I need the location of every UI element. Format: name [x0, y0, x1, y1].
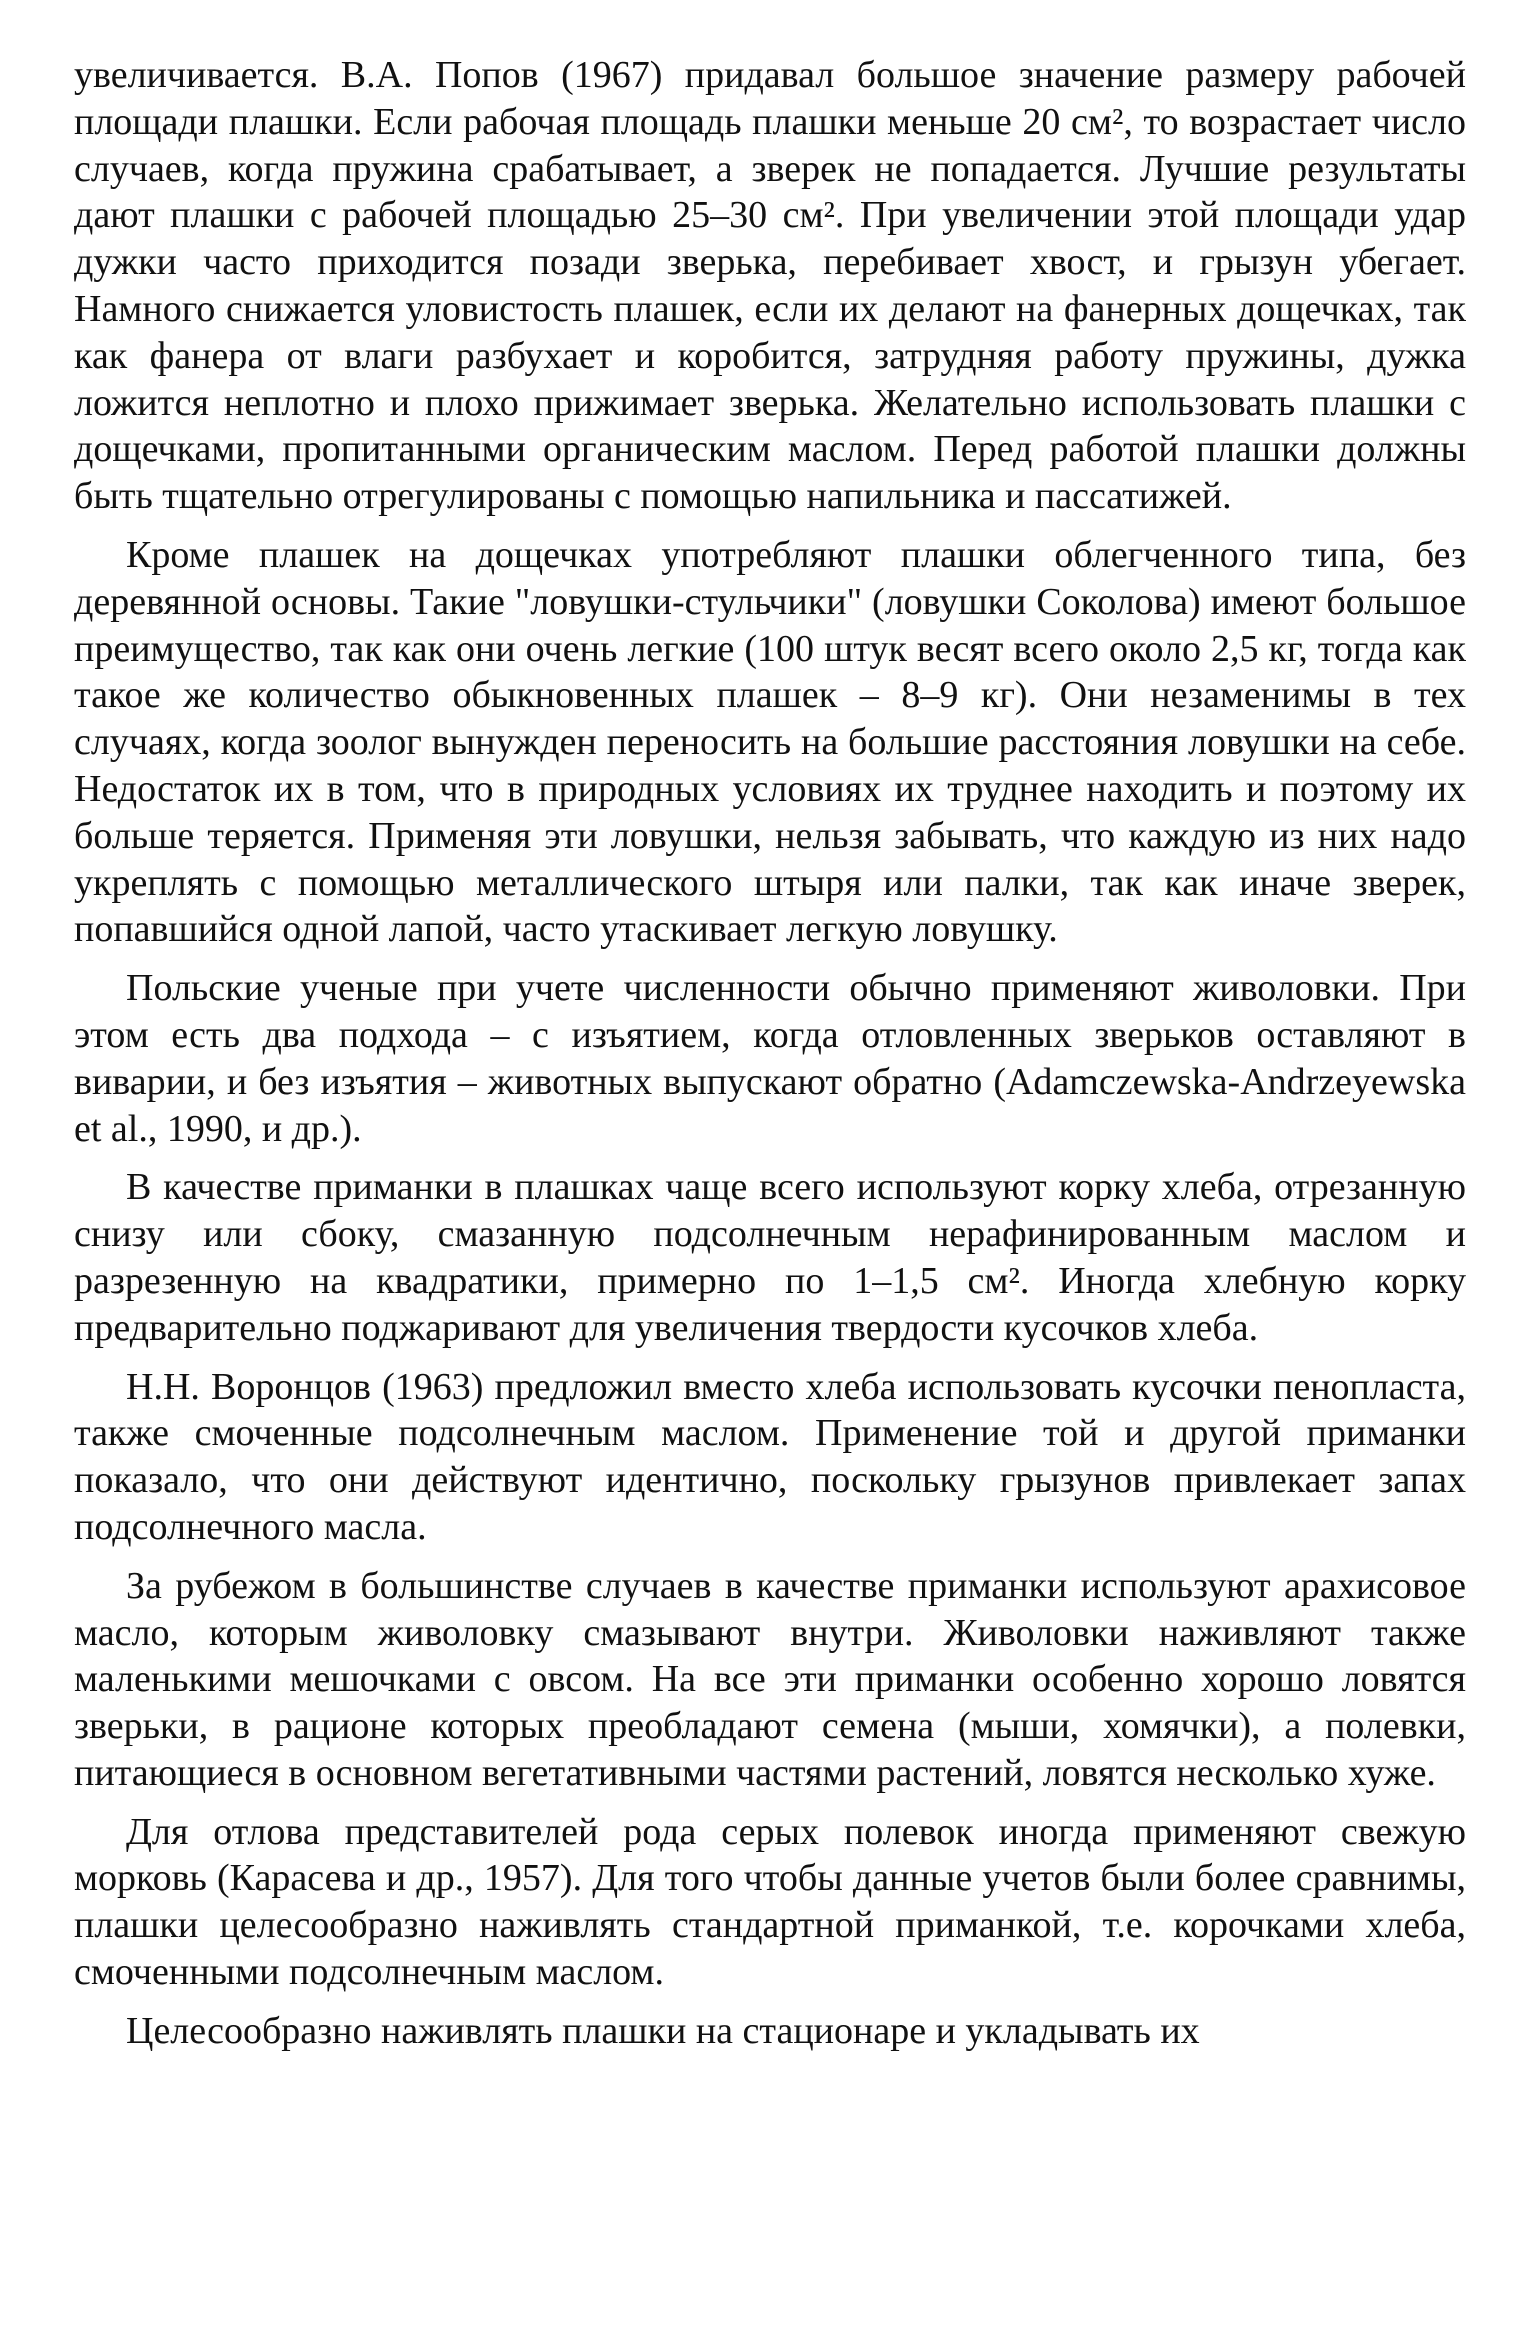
- paragraph-4: В качестве приманки в плашках чаще всего используют корку хлеба, отрезанную снизу или сбоку, смазанную подсолнечным нерафинированным маслом и разрезенную на квадратики, примерно по 1–1,5 см². Иногда хлебную корку предварительно поджаривают для увеличения твердости кусочков хлеба.: [74, 1166, 1466, 1349]
- page-body: [74, 52, 1466, 2055]
- paragraph-5: Н.Н. Воронцов (1963) предложил вместо хлеба использовать кусочки пенопласта, также смоченные подсолнечным маслом. Применение той и другой приманки показало, что они действуют идентично, поскольку грызунов привлекает запах подсолнечного масла.: [74, 1365, 1466, 1548]
- paragraph-7: Для отлова представителей рода серых полевок иногда применяют свежую морковь (Карасева и др., 1957). Для того чтобы данные учетов были более сравнимы, плашки целесообразно наживлять стандартной приманкой, т.е. корочками хлеба, смоченными подсолнечным маслом.: [74, 1810, 1466, 1994]
- paragraph-3: Польские ученые при учете численности обычно применяют живоловки. При этом есть два подхода – с изъятием, когда отловленных зверьков оставляют в виварии, и без изъятия – животных выпускают обратно (Adamczewska-Andrzeyewska et al., 1990, и др.).: [74, 967, 1466, 1150]
- paragraph-2: Кроме плашек на дощечках употребляют плашки облегченного типа, без деревянной основы. Такие "ловушки-стульчики" (ловушки Соколова) имеют большое преимущество, так как они очень легкие (100 штук весят всего около 2,5 кг, тогда как такое же количество обыкновенных плашек – 8–9 кг). Они незаменимы в тех случаях, когда зоолог вынужден переносить на большие расстояния ловушки на себе. Недостаток их в том, что в природных условиях их труднее находить и поэтому их больше теряется. Применяя эти ловушки, нельзя забывать, что каждую из них надо укреплять с помощью металлического штыря или палки, так как иначе зверек, попавшийся одной лапой, часто утаскивает легкую ловушку.: [74, 533, 1466, 951]
- paragraph-8: Целесообразно наживлять плашки на стационаре и укладывать их: [126, 2009, 1200, 2052]
- paragraph-1: увеличивается. В.А. Попов (1967) придавал большое значение размеру рабочей площади плашки. Если рабочая площадь плашки меньше 20 см², то возрастает число случаев, когда пружина срабатывает, а зверек не попадается. Лучшие результаты дают плашки с рабочей площадью 25–30 см². При увеличении этой площади удар дужки часто приходится позади зверька, перебивает хвост, и грызун убегает. Намного снижается уловистость плашек, если их делают на фанерных дощечках, так как фанера от влаги разбухает и коробится, затрудняя работу пружины, дужка ложится неплотно и плохо прижимает зверька. Желательно использовать плашки с дощечками, пропитанными органическим маслом. Перед работой плашки должны быть тщательно отрегулированы с помощью напильника и пассатижей.: [74, 54, 1466, 518]
- paragraph-6: За рубежом в большинстве случаев в качестве приманки используют арахисовое масло, которым живоловку смазывают внутри. Живоловки наживляют также маленькими мешочками с овсом. На все эти приманки особенно хорошо ловятся зверьки, в рационе которых преобладают семена (мыши, хомячки), а полевки, питающиеся в основном вегетативными частями растений, ловятся несколько хуже.: [74, 1564, 1466, 1794]
